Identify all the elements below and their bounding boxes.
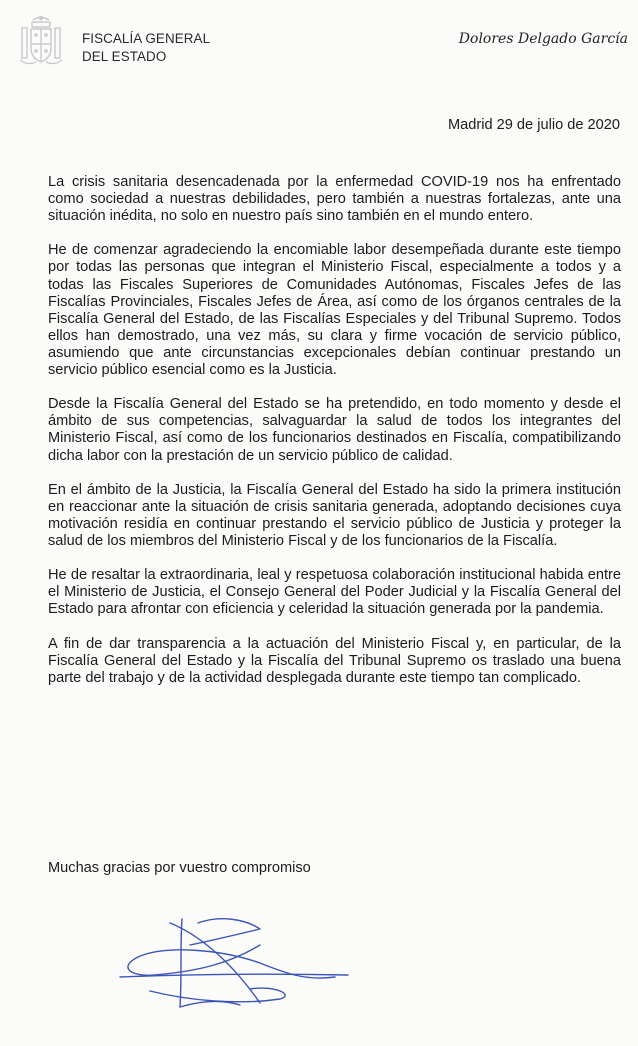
coat-of-arms-icon: [16, 14, 66, 70]
paragraph: La crisis sanitaria desencadenada por la enfermedad COVID-19 nos ha enfrentado como sociedad a nuestras debilidades, pero también a nuestras fortalezas, ante una situación inédita, no solo en nuestro país sino también en el mundo entero.: [48, 174, 621, 225]
organization-name: [82, 30, 210, 66]
paragraph: He de comenzar agradeciendo la encomiable labor desempeñada durante este tiempo por todas las personas que integran el Ministerio Fiscal, especialmente a todos y a todas las Fiscales Superiores de Comunidades Autónomas, Fiscales Jefes de las Fiscalías Provinciales, Fiscales Jefes de Área, así como de los órganos centrales de la Fiscalía General del Estado, de las Fiscalías Especiales y del Tribunal Supremo. Todos ellos han demostrado, una vez más, su clara y firme vocación de servicio público, asumiendo que ante circunstancias excepcionales debían continuar prestando un servicio público esencial como es la Justicia.: [48, 242, 621, 379]
paragraph: Desde la Fiscalía General del Estado se ha pretendido, en todo momento y desde el ámbito de sus competencias, salvaguardar la salud de todos los integrantes del Ministerio Fiscal, así como de los funcionarios destinados en Fiscalía, compatibilizando dicha labor con la prestación de un servicio público de calidad.: [48, 396, 621, 464]
letter-date: Madrid 29 de julio de 2020: [447, 117, 620, 133]
letter-body: [48, 174, 621, 704]
organization-line-2: DEL ESTADO: [82, 49, 167, 64]
paragraph: A fin de dar transparencia a la actuación del Ministerio Fiscal y, en particular, de la Fiscalía General del Estado y la Fiscalía del Tribunal Supremo os traslado una buena parte del trabajo y de la actividad desplegada durante este tiempo tan complicado.: [48, 635, 621, 686]
paragraph: He de resaltar la extraordinaria, leal y respetuosa colaboración institucional habida entre el Ministerio de Justicia, el Consejo General del Poder Judicial y la Fiscalía General del Estado para afrontar con eficiencia y celeridad la situación generada por la pandemia.: [48, 567, 621, 618]
closing-line: Muchas gracias por vuestro compromiso: [48, 860, 311, 876]
sender-name: Dolores Delgado García: [458, 31, 628, 47]
paragraph: En el ámbito de la Justicia, la Fiscalía General del Estado ha sido la primera institución en reaccionar ante la situación de crisis sanitaria generada, adoptando decisiones cuya motivación residía en continuar prestando el servicio público de Justicia y proteger la salud de los miembros del Ministerio Fiscal y de los funcionarios de la Fiscalía.: [48, 481, 621, 549]
organization-line-1: FISCALÍA GENERAL: [82, 31, 211, 46]
handwritten-signature: [110, 905, 350, 1015]
